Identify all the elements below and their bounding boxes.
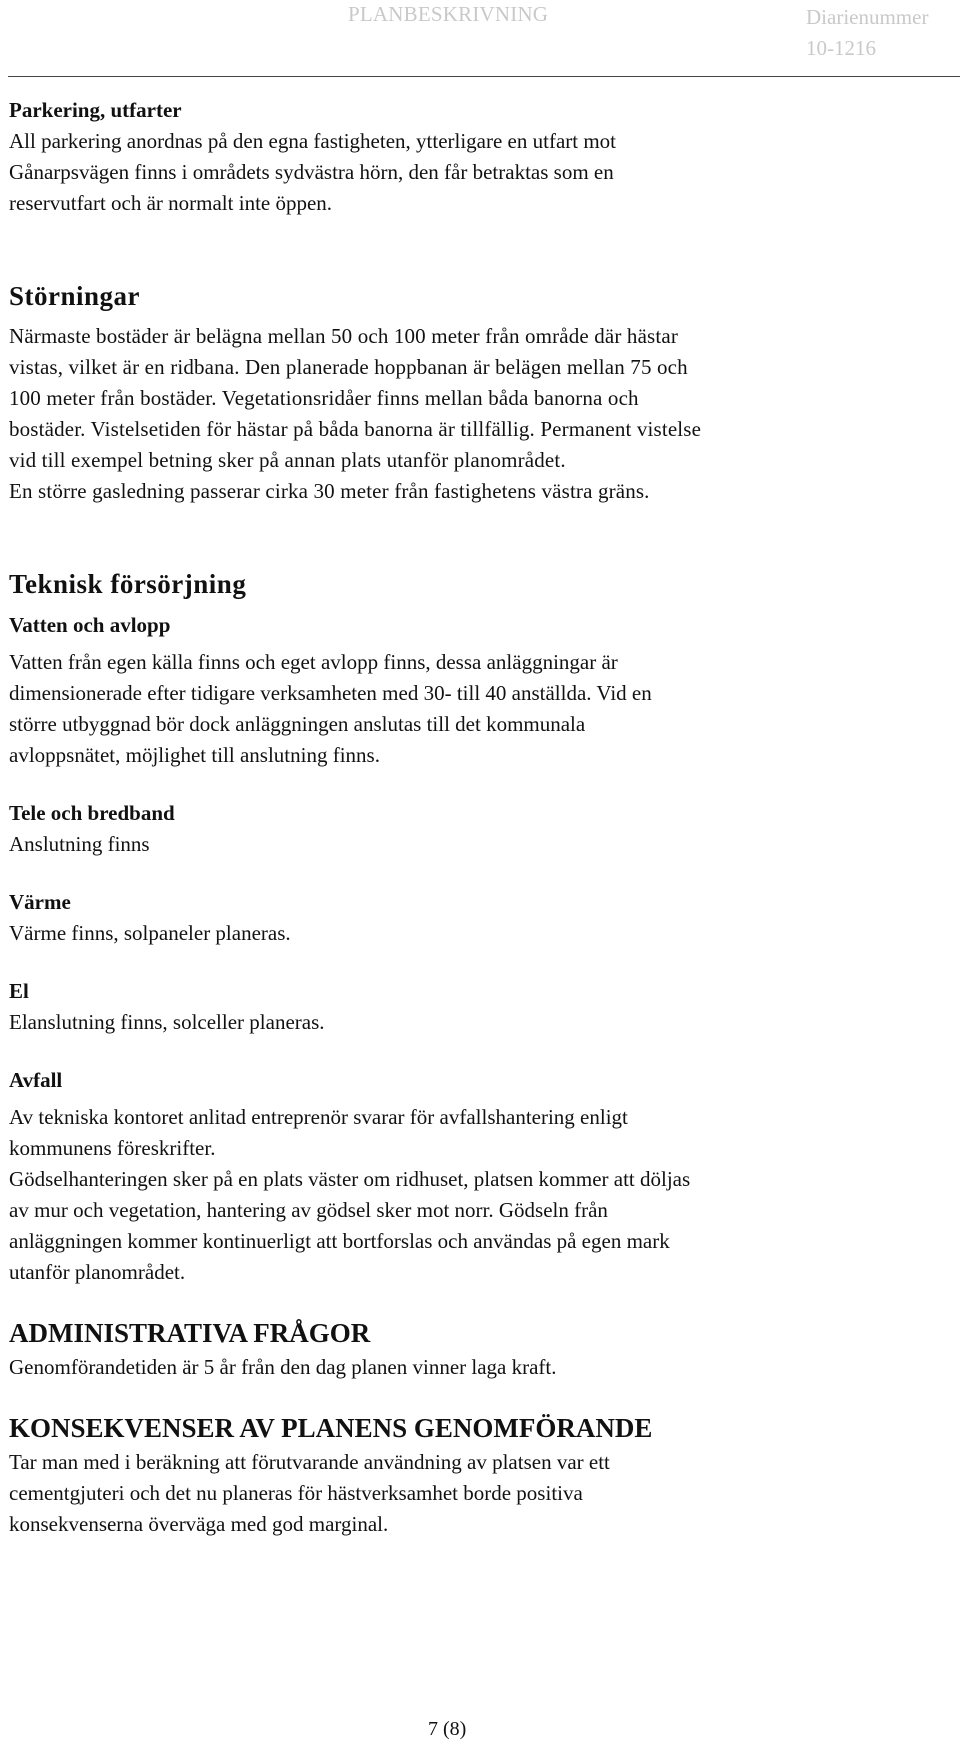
text-line: vistas, vilket är en ridbana. Den planerade hoppbanan är belägen mellan 75 och bbox=[9, 355, 688, 379]
text-line: kommunens föreskrifter. bbox=[9, 1136, 216, 1160]
section-konsekvenser bbox=[9, 1409, 949, 1540]
subsection-vatten-och-avlopp bbox=[9, 609, 949, 771]
text-line: Elanslutning finns, solceller planeras. bbox=[9, 1010, 325, 1034]
text-line: Av tekniska kontoret anlitad entreprenör svarar för avfallshantering enligt bbox=[9, 1105, 628, 1129]
text-line: vid till exempel betning sker på annan plats utanför planområdet. bbox=[9, 448, 566, 472]
text-line: All parkering anordnas på den egna fastigheten, ytterligare en utfart mot bbox=[9, 129, 617, 153]
heading-avfall: Avfall bbox=[9, 1068, 63, 1092]
subsection-tele-och-bredband bbox=[9, 797, 949, 860]
heading-vatten-och-avlopp: Vatten och avlopp bbox=[9, 613, 171, 637]
section-administrativa-fragor bbox=[9, 1314, 949, 1383]
text-line: Gånarpsvägen finns i områdets sydvästra hörn, den får betraktas som en bbox=[9, 160, 614, 184]
text-line: anläggningen kommer kontinuerligt att bortforslas och användas på egen mark bbox=[9, 1229, 670, 1253]
heading-konsekvenser: KONSEKVENSER AV PLANENS GENOMFÖRANDE bbox=[9, 1413, 653, 1443]
header-divider bbox=[8, 76, 960, 77]
text-line: avloppsnätet, möjlighet till anslutning finns. bbox=[9, 743, 380, 767]
text-line: dimensionerade efter tidigare verksamheten med 30- till 40 anställda. Vid en bbox=[9, 681, 652, 705]
text-line: Genomförandetiden är 5 år från den dag planen vinner laga kraft. bbox=[9, 1355, 557, 1379]
text-line: Anslutning finns bbox=[9, 832, 150, 856]
text-line: konsekvenserna överväga med god marginal. bbox=[9, 1512, 389, 1536]
text-line: Tar man med i beräkning att förutvarande användning av platsen var ett bbox=[9, 1450, 610, 1474]
heading-teknisk-forsorjning: Teknisk försörjning bbox=[9, 569, 247, 599]
text-line: En större gasledning passerar cirka 30 meter från fastighetens västra gräns. bbox=[9, 479, 650, 503]
heading-tele-och-bredband: Tele och bredband bbox=[9, 801, 175, 825]
heading-el: El bbox=[9, 979, 29, 1003]
section-storningar bbox=[9, 277, 949, 507]
diarienummer-label: Diarienummer bbox=[806, 5, 929, 29]
text-line: Värme finns, solpaneler planeras. bbox=[9, 921, 291, 945]
text-line: 100 meter från bostäder. Vegetationsridåer finns mellan båda banorna och bbox=[9, 386, 639, 410]
text-line: cementgjuteri och det nu planeras för hästverksamhet borde positiva bbox=[9, 1481, 583, 1505]
text-line: av mur och vegetation, hantering av gödsel sker mot norr. Gödseln från bbox=[9, 1198, 608, 1222]
section-parkering bbox=[9, 94, 949, 219]
text-line: Gödselhanteringen sker på en plats väster om ridhuset, platsen kommer att döljas bbox=[9, 1167, 691, 1191]
page-number: 7 (8) bbox=[428, 1718, 467, 1740]
subsection-varme bbox=[9, 886, 949, 949]
text-line: utanför planområdet. bbox=[9, 1260, 186, 1284]
diarienummer bbox=[806, 2, 928, 64]
text-line: Närmaste bostäder är belägna mellan 50 och 100 meter från område där hästar bbox=[9, 324, 678, 348]
heading-storningar: Störningar bbox=[9, 281, 141, 311]
text-line: Vatten från egen källa finns och eget avlopp finns, dessa anläggningar är bbox=[9, 650, 618, 674]
subsection-el bbox=[9, 975, 949, 1038]
section-teknisk-forsorjning bbox=[9, 565, 949, 1288]
heading-varme: Värme bbox=[9, 890, 71, 914]
document-body bbox=[9, 94, 949, 1540]
text-line: större utbyggnad bör dock anläggningen anslutas till det kommunala bbox=[9, 712, 586, 736]
subsection-avfall bbox=[9, 1064, 949, 1288]
text-line: bostäder. Vistelsetiden för hästar på båda banorna är tillfällig. Permanent vistelse bbox=[9, 417, 702, 441]
text-line: reservutfart och är normalt inte öppen. bbox=[9, 191, 333, 215]
heading-administrativa-fragor: ADMINISTRATIVA FRÅGOR bbox=[9, 1318, 371, 1348]
document-title: PLANBESKRIVNING bbox=[348, 2, 549, 26]
diarienummer-value: 10-1216 bbox=[806, 36, 876, 60]
heading-parkering: Parkering, utfarter bbox=[9, 98, 182, 122]
